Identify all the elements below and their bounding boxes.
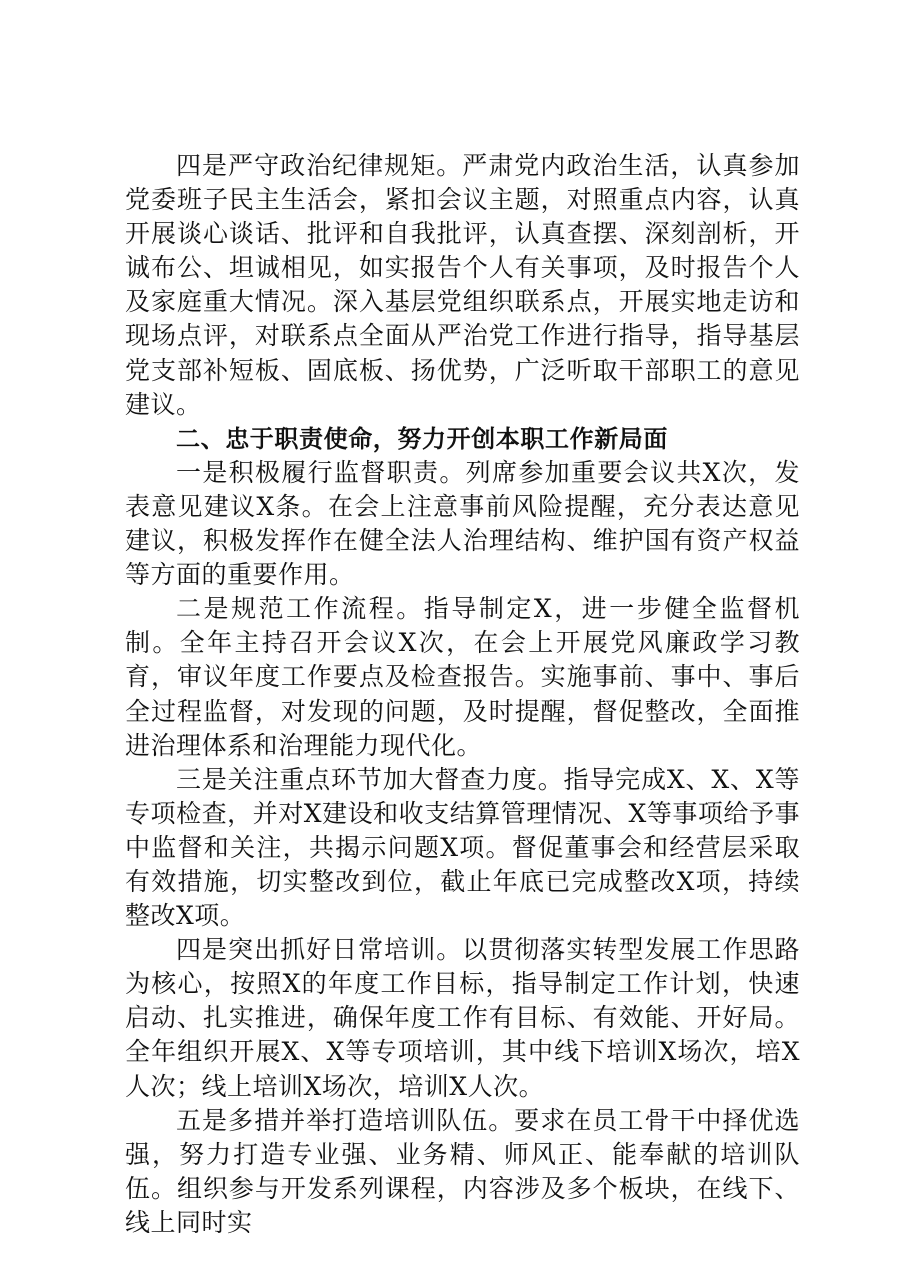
paragraph-training-team: 五是多措并举打造培训队伍。要求在员工骨干中择优选强，努力打造专业强、业务精、师风正、能奉献的培训队伍。组织参与开发系列课程，内容涉及多个板块，在线下、线上同时实: [125, 1105, 800, 1237]
document-body: [125, 149, 800, 1240]
paragraph-daily-training: 四是突出抓好日常培训。以贯彻落实转型发展工作思路为核心，按照X的年度工作目标，指导制定工作计划，快速启动、扎实推进，确保年度工作有目标、有效能、开好局。全年组织开展X、X等专项培训，其中线下培训X场次，培X人次；线上培训X场次，培训X人次。: [125, 935, 800, 1101]
section-heading-duty-mission: 二、忠于职责使命，努力开创本职工作新局面: [176, 424, 668, 453]
paragraph-political-discipline: 四是严守政治纪律规矩。严肃党内政治生活，认真参加党委班子民主生活会，紧扣会议主题，对照重点内容，认真开展谈心谈话、批评和自我批评，认真查摆、深刻剖析，开诚布公、坦诚相见，如实报告个人有关事项，及时报告个人及家庭重大情况。深入基层党组织联系点，开展实地走访和现场点评，对联系点全面从严治党工作进行指导，指导基层党支部补短板、固底板、扬优势，广泛听取干部职工的意见建议。: [125, 151, 800, 419]
paragraph-key-inspection: 三是关注重点环节加大督查力度。指导完成X、X、X等专项检查，并对X建设和收支结算管理情况、X等事项给予事中监督和关注，共揭示问题X项。督促董事会和经营层采取有效措施，切实整改到位，截止年底已完成整改X项，持续整改X项。: [125, 764, 800, 931]
paragraph-supervision-duty: 一是积极履行监督职责。列席参加重要会议共X次，发表意见建议X条。在会上注意事前风险提醒，充分表达意见建议，积极发挥作在健全法人治理结构、维护国有资产权益等方面的重要作用。: [125, 457, 800, 590]
paragraph-work-process: 二是规范工作流程。指导制定X，进一步健全监督机制。全年主持召开会议X次，在会上开展党风廉政学习教育，审议年度工作要点及检查报告。实施事前、事中、事后全过程监督，对发现的问题，及时提醒，督促整改，全面推进治理体系和治理能力现代化。: [125, 594, 800, 760]
